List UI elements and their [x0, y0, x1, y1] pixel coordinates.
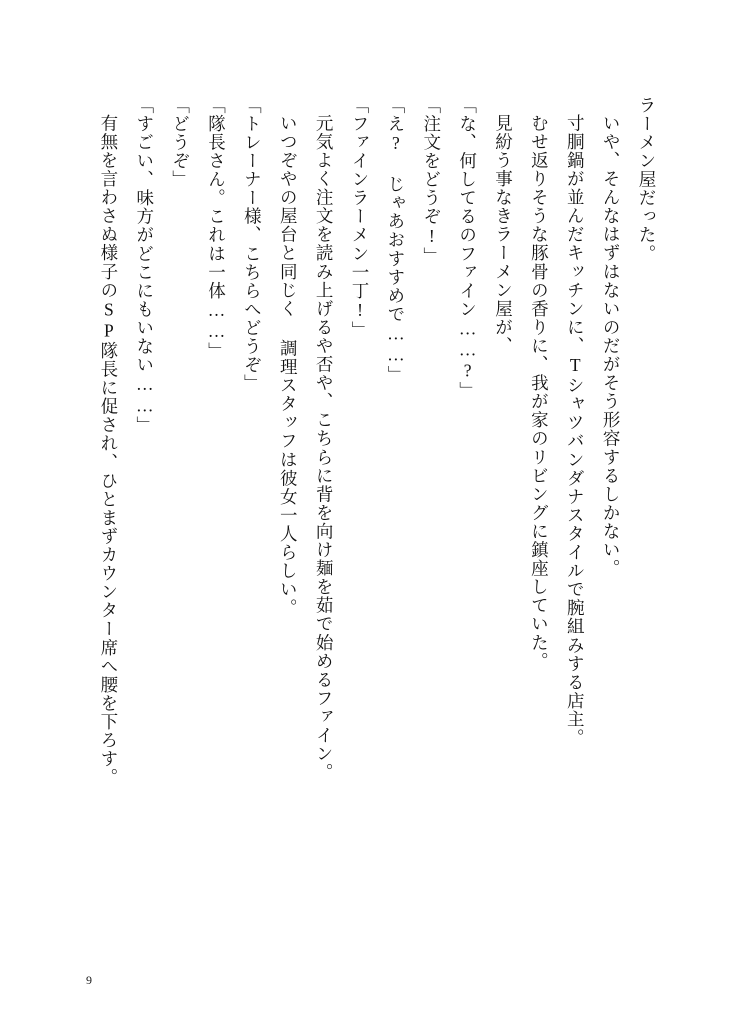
- dialogue-line: 「どうぞ」: [170, 96, 191, 189]
- paragraph: 寸胴鍋が並んだキッチンに、Tシャツバンダナスタイルで腕組みする店主。: [565, 113, 586, 747]
- paragraph: 元気よく注文を読み上げるや否や、こちらに背を向け麺を茹で始めるファイン。: [314, 113, 335, 782]
- vertical-text-body: [64, 96, 664, 916]
- paragraph: いつぞやの屋台と同じく 調理スタッフは彼女一人らしい。: [278, 113, 299, 617]
- paragraph: ラーメン屋だった。: [637, 96, 657, 263]
- dialogue-line: 「隊長さん。これは一体……」: [206, 96, 227, 361]
- paragraph: 有無を言わさぬ様子のSP隊長に促され、ひとまずカウンター席へ腰を下ろす。: [98, 113, 119, 787]
- paragraph: むせ返りそうな豚骨の香りに、我が家のリビングに鎮座していた。: [529, 113, 550, 670]
- dialogue-line: 「な、何してるのファイン……?」: [457, 96, 478, 401]
- paragraph: 見紛う事なきラーメン屋が、: [493, 113, 514, 355]
- dialogue-line: 「すごい、味方がどこにもいない……」: [134, 96, 155, 435]
- dialogue-line: 「注文をどうぞ!」: [421, 96, 442, 266]
- dialogue-line: 「トレーナー様、こちらへどうぞ」: [242, 96, 263, 393]
- dialogue-line: 「ファインラーメン一丁!」: [350, 96, 370, 340]
- dialogue-line: 「え? じゃあおすすめで……」: [385, 96, 406, 385]
- page-number: 9: [86, 973, 92, 987]
- paragraph: いや、そんなはずはないのだがそう形容するしかない。: [601, 113, 622, 578]
